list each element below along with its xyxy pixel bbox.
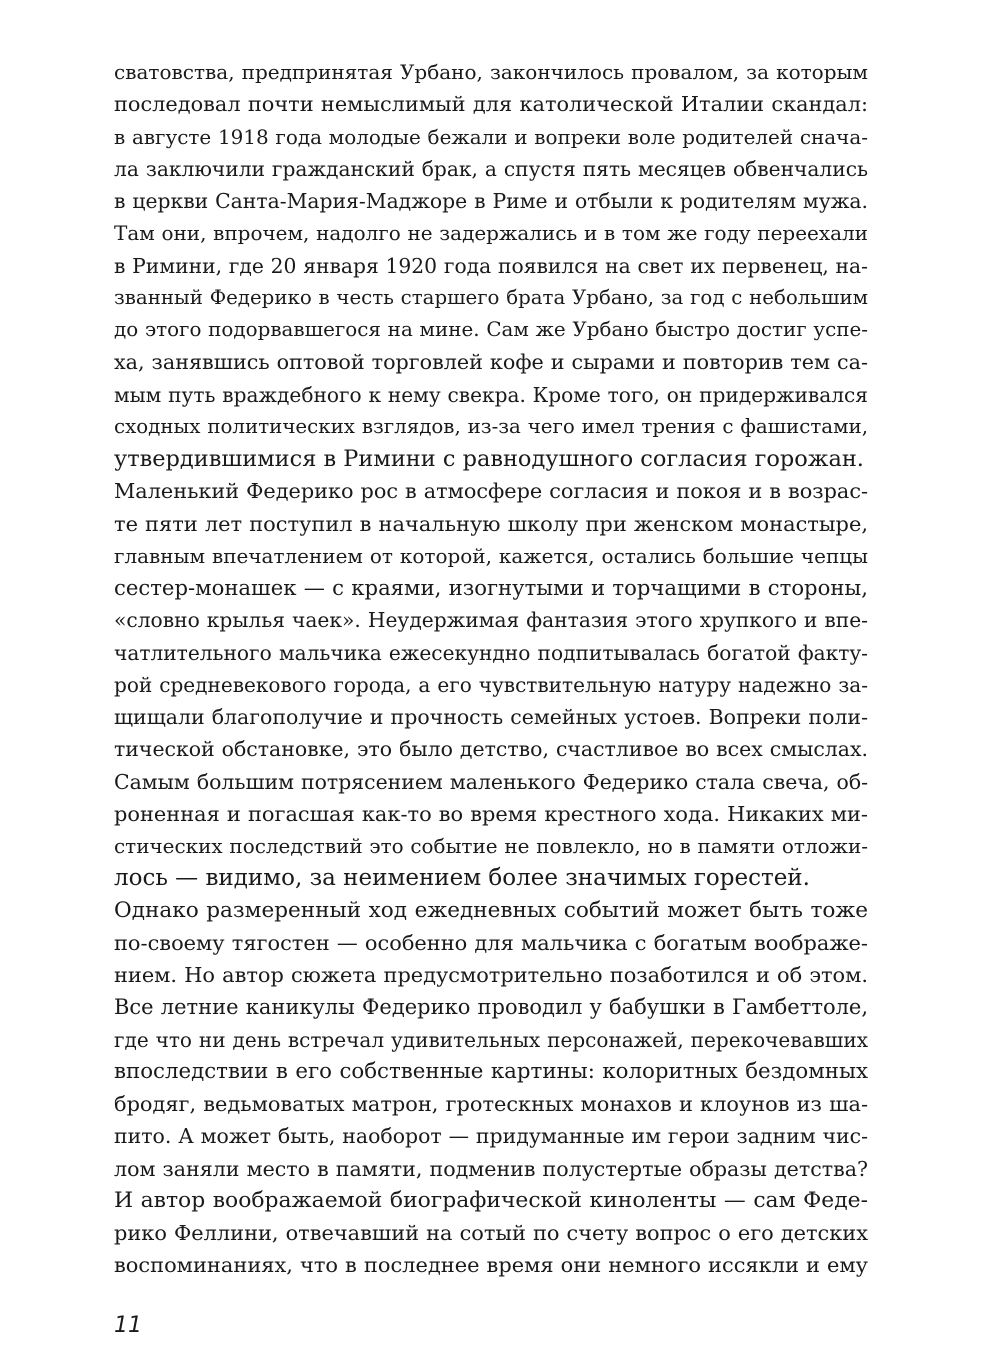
text-line: лось — видимо, за неимением более значимых горестей. [114,865,810,892]
text-line: в церкви Санта-Мария-Маджоре в Риме и отбыли к родителям мужа. [114,189,868,213]
text-line: стических последствий это событие не повлекло, но в памяти отложи- [114,834,868,858]
text-line: пито. А может быть, наоборот — придуманные им герои задним чис- [114,1124,868,1149]
text-line: лом заняли место в памяти, подменив полустертые образы детства? [114,1156,868,1181]
text-line: Там они, впрочем, надолго не задержались и в том же году переехали [114,221,868,246]
text-line: где что ни день встречал удивительных персонажей, перекочевавших [114,1027,868,1052]
text-line: ла заключили гражданский брак, а спустя пять месяцев обвенчались [114,156,868,181]
text-line: сватовства, предпринятая Урбано, закончилось провалом, за которым [114,60,868,84]
text-line: «словно крылья чаек». Неудержимая фантазия этого хрупкого и впе- [114,608,868,633]
text-line: ха, занявшись оптовой торговлей кофе и сырами и повторив тем са- [114,350,868,375]
main-text [114,56,868,1282]
text-line: сходных политических взглядов, из-за чего имел трения с фашистами, [114,414,868,438]
text-line: главным впечатлением от которой, кажется, остались большие чепцы [114,543,868,568]
text-line: чатлительного мальчика ежесекундно подпитывалась богатой факту- [114,640,868,665]
text-line: нием. Но автор сюжета предусмотрительно позаботился и об этом. [114,963,868,987]
text-line: утвердившимися в Римини с равнодушного согласия горожан. [114,446,864,472]
text-line: Все летние каникулы Федерико проводил у бабушки в Гамбеттоле, [114,995,868,1020]
text-line: И автор воображаемой биографической киноленты — сам Феде- [114,1187,868,1213]
paragraph-1 [114,56,868,475]
paragraph-3 [114,895,868,1282]
text-line: рой средневекового города, а его чувствительную натуру надежно за- [114,672,868,697]
text-line: Маленький Федерико рос в атмосфере согласия и покоя и в возрас- [114,479,868,504]
text-line: по-своему тягостен — особенно для мальчика с богатым воображе- [114,930,868,955]
page-number: 11 [114,1313,142,1338]
paragraph-2 [114,475,868,894]
text-line: сестер-монашек — с краями, изогнутыми и торчащими в стороны, [114,575,868,600]
text-line: щищали благополучие и прочность семейных устоев. Вопреки поли- [114,705,868,729]
text-line: в Римини, где 20 января 1920 года появился на свет их первенец, на- [114,253,868,278]
text-line: в августе 1918 года молодые бежали и вопреки воле родителей снача- [114,124,868,149]
text-line: званный Федерико в честь старшего брата Урбано, за год с небольшим [114,285,868,309]
text-line: рико Феллини, отвечавший на сотый по счету вопрос о его детских [114,1221,868,1245]
text-line: впоследствии в его собственные картины: колоритных бездомных [114,1058,868,1084]
text-line: до этого подорвавшегося на мине. Сам же Урбано быстро достиг успе- [114,318,868,341]
text-line: бродяг, ведьмоватых матрон, гротескных монахов и клоунов из ша- [114,1092,868,1116]
text-line: те пяти лет поступил в начальную школу при женском монастыре, [114,511,868,536]
text-line: мым путь враждебного к нему свекра. Кроме того, он придерживался [114,382,868,407]
text-line: последовал почти немыслимый для католической Италии скандал: [114,92,868,117]
text-line: тической обстановке, это было детство, счастливое во всех смыслах. [114,737,868,762]
text-line: Самым большим потрясением маленького Федерико стала свеча, об- [114,769,868,794]
text-line: Однако размеренный ход ежедневных событий может быть тоже [114,897,868,923]
text-line: роненная и погасшая как-то во время крестного хода. Никаких ми- [114,801,868,826]
text-line: воспоминаниях, что в последнее время они немного иссякли и ему [114,1253,868,1278]
